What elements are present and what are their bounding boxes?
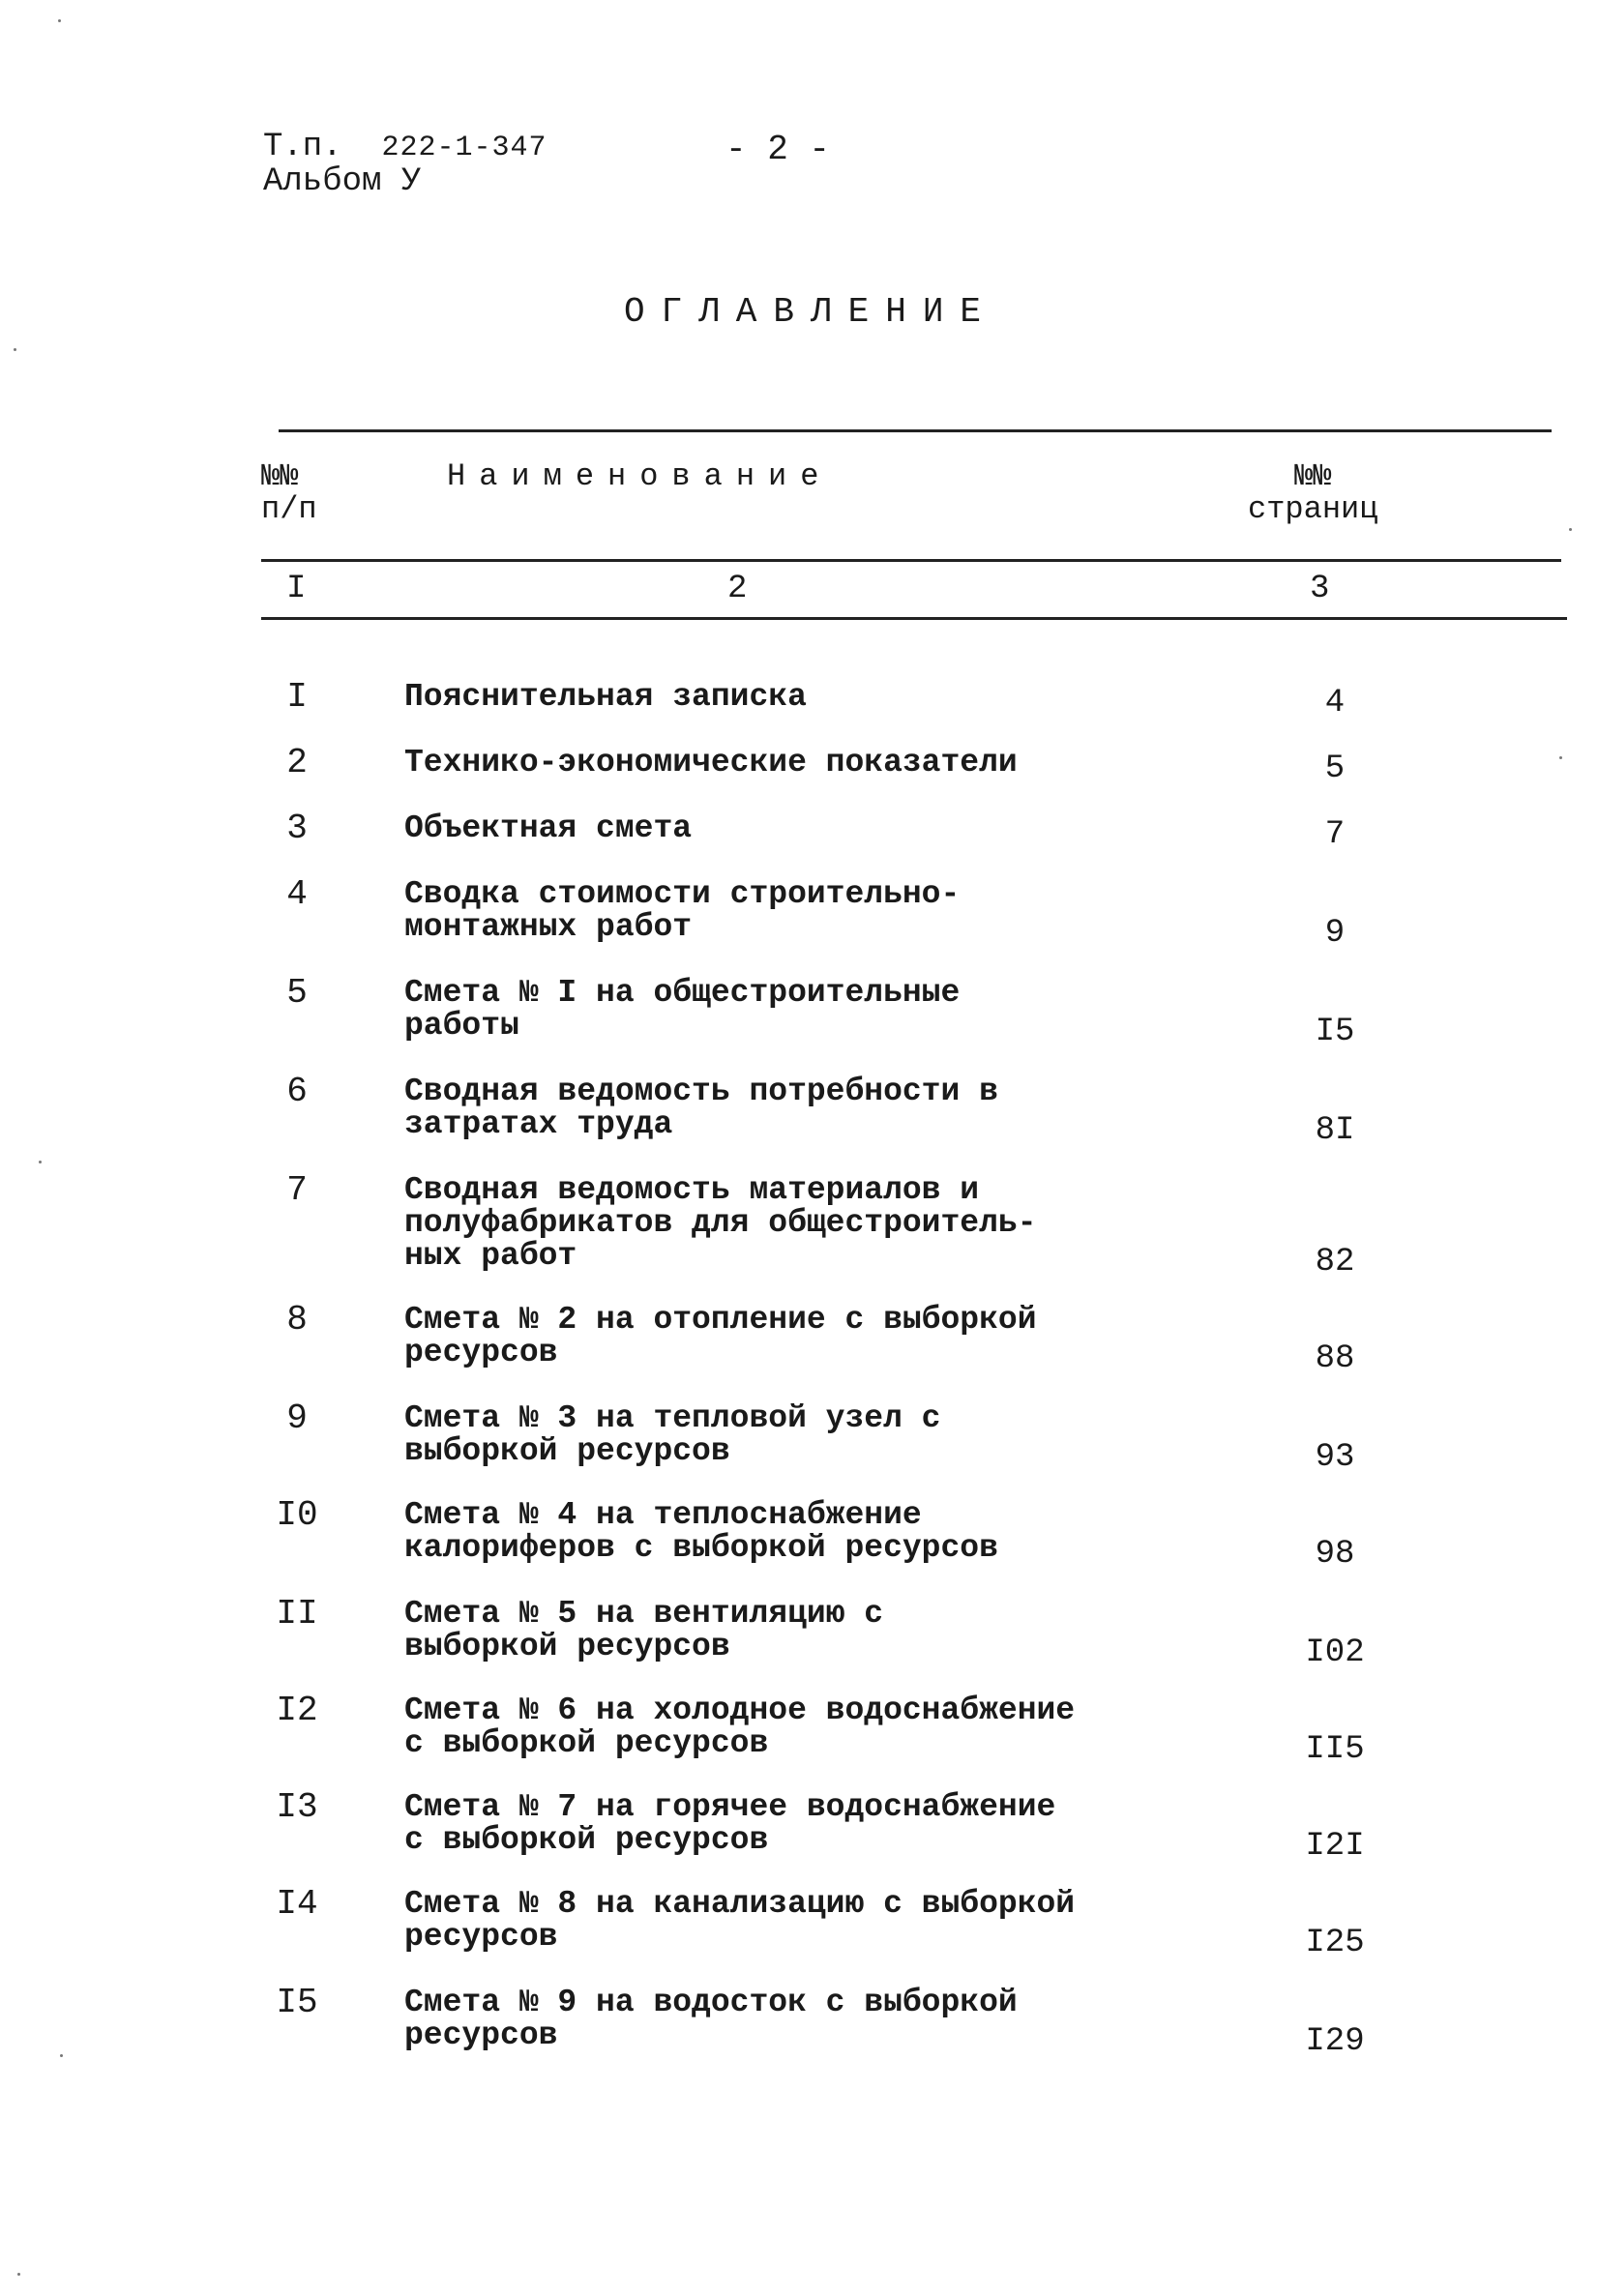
row-name: Смета № 9 на водосток с выборкой ресурсов <box>404 1985 1018 2053</box>
row-page: II5 <box>1305 1731 1365 1768</box>
scan-speck <box>14 348 16 351</box>
row-name: Смета № I на общестроительные работы <box>404 975 961 1044</box>
scan-speck <box>1559 756 1562 759</box>
row-page: 4 <box>1324 685 1346 721</box>
row-name: Смета № 6 на холодное водоснабжение с выборкой ресурсов <box>404 1693 1076 1761</box>
row-page: I02 <box>1305 1634 1365 1671</box>
row-number: 3 <box>286 809 308 848</box>
row-page: 93 <box>1315 1439 1355 1476</box>
row-number: 6 <box>286 1072 308 1111</box>
row-name: Смета № 5 на вентиляцию с выборкой ресурсов <box>404 1596 884 1664</box>
row-name: Смета № 7 на горячее водоснабжение с выборкой ресурсов <box>404 1789 1056 1858</box>
row-number: 4 <box>286 874 308 914</box>
row-number: I3 <box>276 1787 318 1827</box>
row-page: 9 <box>1324 915 1346 952</box>
scan-speck <box>60 2054 63 2057</box>
row-name: Сводка стоимости строительно- монтажных работ <box>404 876 961 945</box>
doc-code: 222-1-347 <box>381 132 547 164</box>
row-page: I5 <box>1315 1014 1355 1050</box>
row-page: I29 <box>1305 2023 1365 2060</box>
row-page: 8I <box>1315 1112 1355 1149</box>
row-number: II <box>276 1594 318 1634</box>
row-page: 82 <box>1315 1244 1355 1280</box>
row-page: 7 <box>1324 816 1346 853</box>
table-rule-top <box>279 429 1552 432</box>
column-header-number: №№ п/п <box>261 458 317 527</box>
scan-speck <box>58 19 61 22</box>
column-header-name: Наименование <box>447 458 833 494</box>
album-label: Альбом У <box>263 163 422 200</box>
row-page: 98 <box>1315 1536 1355 1573</box>
row-number: 5 <box>286 973 308 1013</box>
row-name: Технико-экономические показатели <box>404 745 1018 780</box>
table-rule-bottom <box>261 617 1567 620</box>
row-name: Смета № 4 на теплоснабжение калориферов с выборкой ресурсов <box>404 1497 998 1566</box>
column-number-2: 2 <box>727 571 748 607</box>
row-number: I0 <box>276 1495 318 1535</box>
table-rule-middle <box>261 559 1561 562</box>
row-page: 5 <box>1324 751 1346 787</box>
row-name: Пояснительная записка <box>404 679 807 715</box>
row-page: I25 <box>1305 1925 1365 1961</box>
row-page: I2I <box>1305 1828 1365 1865</box>
row-number: 2 <box>286 743 308 782</box>
scan-speck <box>1569 528 1572 531</box>
page-title: ОГЛАВЛЕНИЕ <box>624 292 998 332</box>
row-number: I4 <box>276 1884 318 1924</box>
column-number-1: I <box>286 571 307 607</box>
row-name: Смета № 3 на тепловой узел с выборкой ресурсов <box>404 1400 941 1469</box>
document-code-line <box>263 130 547 165</box>
page-number: - 2 - <box>725 130 831 169</box>
row-name: Смета № 8 на канализацию с выборкой ресурсов <box>404 1886 1076 1955</box>
row-name: Смета № 2 на отопление с выборкой ресурсов <box>404 1302 1037 1370</box>
doc-prefix: Т.п. <box>263 129 342 165</box>
row-page: 88 <box>1315 1340 1355 1377</box>
column-number-3: 3 <box>1310 571 1330 607</box>
row-name: Объектная смета <box>404 810 693 846</box>
row-name: Сводная ведомость материалов и полуфабрикатов для общестроитель- ных работ <box>404 1172 1037 1274</box>
row-number: I5 <box>276 1983 318 2022</box>
row-number: I2 <box>276 1691 318 1730</box>
scan-speck <box>39 1161 42 1163</box>
row-number: 8 <box>286 1300 308 1339</box>
row-number: 9 <box>286 1398 308 1438</box>
scan-speck <box>17 2273 20 2276</box>
column-header-pages: №№ страниц <box>1248 458 1378 527</box>
row-name: Сводная ведомость потребности в затратах труда <box>404 1074 998 1142</box>
row-number: I <box>286 677 308 717</box>
row-number: 7 <box>286 1170 308 1210</box>
